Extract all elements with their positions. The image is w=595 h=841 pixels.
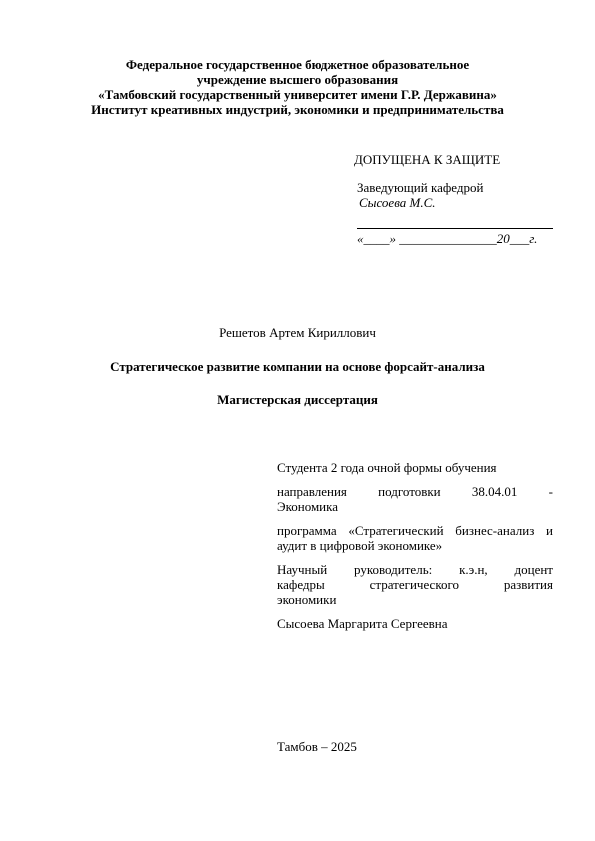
signature-line <box>357 213 553 229</box>
thesis-kind: Магистерская диссертация <box>217 392 378 407</box>
supervisor-name: Сысоева Маргарита Сергеевна <box>277 616 448 631</box>
approval-block <box>354 152 553 246</box>
direction-line-1: направления подготовки 38.04.01 - <box>277 484 553 499</box>
institution-header <box>60 57 535 117</box>
student-course-text: Студента 2 года очной формы обучения <box>277 460 497 475</box>
approval-date-line: «____» _______________20___г. <box>357 231 538 246</box>
student-course <box>277 460 553 475</box>
approval-stamp: ДОПУЩЕНА К ЗАЩИТЕ <box>354 152 501 167</box>
thesis-title: Стратегическое развитие компании на основе форсайт-анализа <box>110 359 485 374</box>
city-year: Тамбов – 2025 <box>277 739 357 754</box>
supervisor-line-3: экономики <box>277 592 337 607</box>
header-line-1: Федеральное государственное бюджетное образовательное <box>125 57 470 72</box>
supervisor-line-2: кафедры стратегического развития <box>277 577 553 592</box>
header-line-2: учреждение высшего образования <box>196 72 399 87</box>
supervisor-info <box>277 562 553 607</box>
supervisor-line-1: Научный руководитель: к.э.н, доцент <box>277 562 553 577</box>
author-name: Решетов Артем Кириллович <box>219 325 376 340</box>
department-head-label: Заведующий кафедрой <box>357 180 484 195</box>
student-info-block <box>277 460 553 640</box>
direction-line-2: Экономика <box>277 499 339 514</box>
header-line-3: «Тамбовский государственный университет имени Г.Р. Державина» <box>98 87 497 102</box>
department-head-name: Сысоева М.С. <box>359 195 436 210</box>
student-program: программа «Стратегический бизнес-анализ и аудит в цифровой экономике» <box>277 523 553 553</box>
student-direction <box>277 484 553 514</box>
header-line-4: Институт креативных индустрий, экономики и предпринимательства <box>91 102 504 117</box>
